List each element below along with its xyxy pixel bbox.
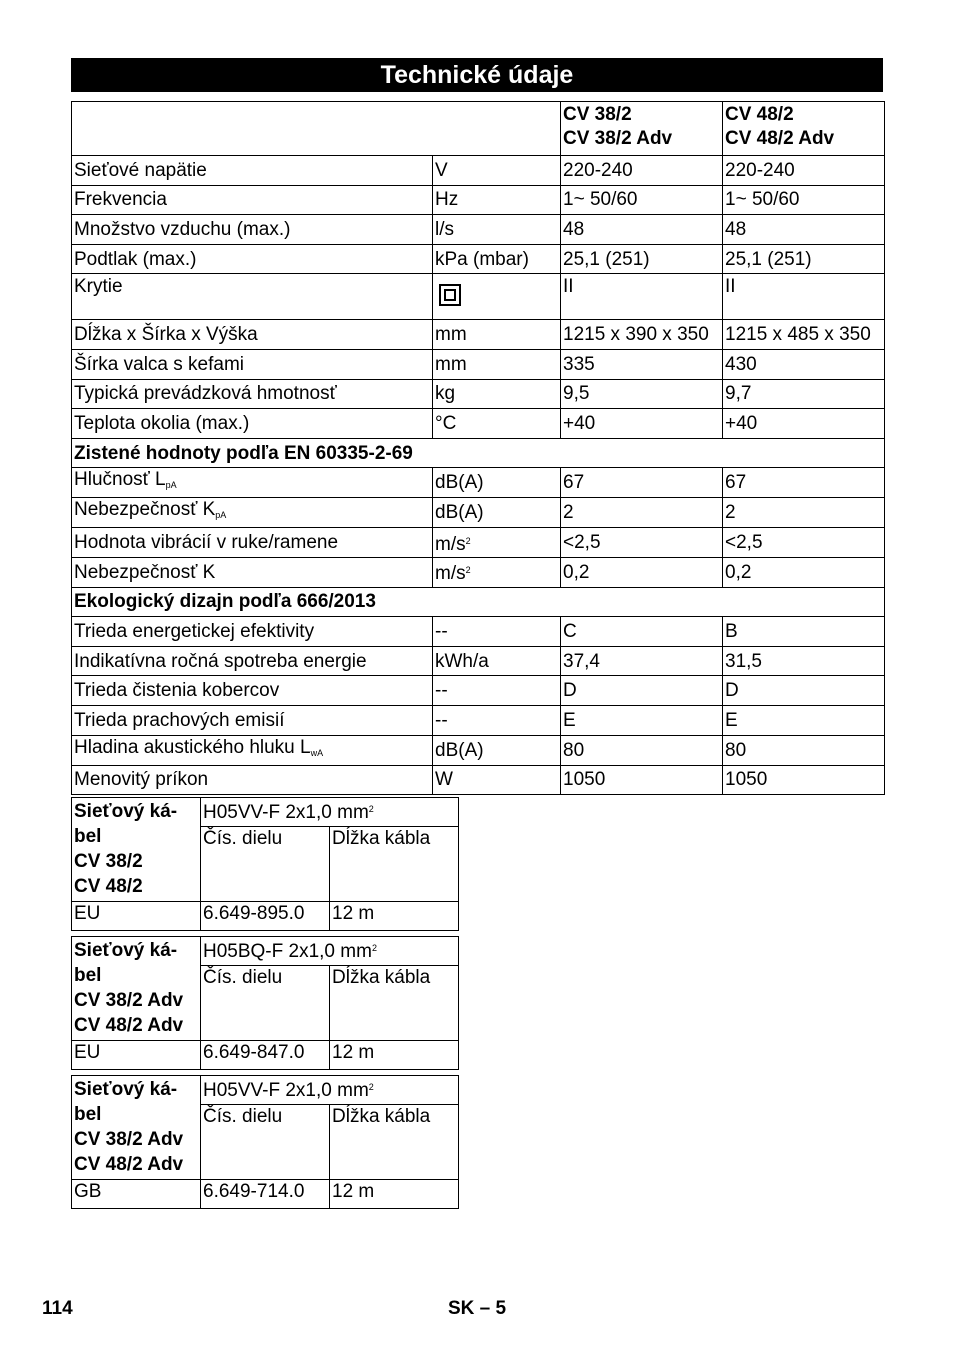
value-model-1: 9,5 — [561, 379, 723, 409]
row-unit — [433, 156, 561, 186]
value-model-2: 48 — [723, 215, 885, 245]
unit-text: -- — [435, 620, 448, 642]
technical-data-table — [71, 101, 885, 795]
label-subscript: wA — [310, 747, 324, 758]
cable-label-line: bel — [74, 826, 102, 847]
row-label — [72, 215, 433, 245]
cable-data-row — [72, 1041, 459, 1070]
cable-spec — [201, 1076, 459, 1105]
cable-label-line: CV 48/2 Adv — [74, 1015, 184, 1036]
value-model-1: 48 — [561, 215, 723, 245]
unit-text: °C — [435, 412, 457, 434]
unit-text: kPa (mbar) — [435, 248, 529, 270]
cable-spec-row — [72, 937, 459, 966]
cable-label — [72, 798, 201, 902]
unit-text: m/s — [435, 563, 466, 585]
unit-text: mm — [435, 353, 467, 375]
table-row — [72, 735, 885, 765]
label-text: Dĺžka x Šírka x Výška — [74, 324, 258, 346]
cable-length: 12 m — [330, 1180, 459, 1209]
table-row — [72, 409, 885, 439]
unit-text: kWh/a — [435, 650, 489, 672]
cable-spec-text: H05VV-F 2x1,0 mm — [203, 1080, 369, 1101]
row-unit — [433, 349, 561, 379]
label-text: Hlučnosť L — [74, 469, 166, 491]
row-label — [72, 379, 433, 409]
cable-label-line: Sieťový ká- — [74, 940, 178, 961]
value-model-1: II — [561, 274, 723, 320]
label-text: Šírka valca s kefami — [74, 353, 244, 375]
value-model-2: 31,5 — [723, 646, 885, 676]
unit-text: dB(A) — [435, 739, 484, 761]
table-row — [72, 274, 885, 320]
header-empty-cell — [72, 102, 561, 156]
value-model-1: 80 — [561, 735, 723, 765]
row-unit — [433, 379, 561, 409]
row-unit — [433, 528, 561, 558]
cable-region: GB — [72, 1180, 201, 1209]
power-cable-table — [71, 797, 459, 931]
row-unit — [433, 705, 561, 735]
row-label — [72, 156, 433, 186]
value-model-2: 1~ 50/60 — [723, 185, 885, 215]
label-text: Trieda energetickej efektivity — [74, 620, 315, 642]
cable-label-line: bel — [74, 965, 102, 986]
value-model-1: 220-240 — [561, 156, 723, 186]
label-text: Množstvo vzduchu (max.) — [74, 218, 291, 240]
label-text: Menovitý príkon — [74, 769, 209, 791]
table-row — [72, 379, 885, 409]
row-unit — [433, 244, 561, 274]
label-text: Podtlak (max.) — [74, 248, 197, 270]
unit-text: -- — [435, 680, 448, 702]
cable-spec — [201, 798, 459, 827]
row-unit — [433, 320, 561, 350]
label-text: Trieda čistenia kobercov — [74, 680, 280, 702]
page-number: 114 — [42, 1298, 73, 1319]
cable-length-header: Dĺžka kábla — [330, 966, 459, 1041]
value-model-2: <2,5 — [723, 528, 885, 558]
label-text: Hodnota vibrácií v ruke/ramene — [74, 532, 339, 554]
row-unit — [433, 765, 561, 795]
language-section-marker: SK – 5 — [448, 1298, 507, 1319]
cable-label-line: CV 48/2 — [74, 876, 143, 897]
table-row — [72, 498, 885, 528]
cable-spec-row — [72, 798, 459, 827]
unit-text: dB(A) — [435, 502, 484, 524]
row-label — [72, 735, 433, 765]
label-subscript: pA — [165, 480, 177, 491]
row-unit — [433, 468, 561, 498]
value-model-2: D — [723, 676, 885, 706]
unit-superscript: 2 — [465, 535, 471, 546]
model-name: CV 48/2 Adv — [725, 128, 835, 149]
label-text: Typická prevádzková hmotnosť — [74, 383, 337, 405]
row-label — [72, 274, 433, 320]
row-label — [72, 646, 433, 676]
table-row — [72, 156, 885, 186]
value-model-1: C — [561, 617, 723, 647]
unit-superscript: 2 — [465, 565, 471, 576]
cable-length-header: Dĺžka kábla — [330, 827, 459, 902]
cable-spec-superscript: 2 — [368, 1082, 374, 1092]
unit-text: V — [435, 159, 448, 181]
cable-part-number: 6.649-895.0 — [201, 902, 330, 931]
table-row — [72, 528, 885, 558]
table-row — [72, 765, 885, 795]
cable-label-line: CV 48/2 Adv — [74, 1154, 184, 1175]
value-model-1: 1~ 50/60 — [561, 185, 723, 215]
cable-spec-text: H05VV-F 2x1,0 mm — [203, 802, 369, 823]
part-number-header: Čís. dielu — [201, 966, 330, 1041]
table-row — [72, 468, 885, 498]
unit-text: Hz — [435, 189, 459, 211]
row-label — [72, 185, 433, 215]
cable-spec-text: H05BQ-F 2x1,0 mm — [203, 941, 372, 962]
model-header-1 — [561, 102, 723, 156]
cable-spec — [201, 937, 459, 966]
row-unit — [433, 409, 561, 439]
row-unit — [433, 646, 561, 676]
value-model-1: D — [561, 676, 723, 706]
label-text: Frekvencia — [74, 189, 167, 211]
cable-part-number: 6.649-714.0 — [201, 1180, 330, 1209]
label-text: Indikatívna ročná spotreba energie — [74, 650, 367, 672]
cable-spec-row — [72, 1076, 459, 1105]
section-header-row — [72, 438, 885, 468]
power-cable-table — [71, 1075, 459, 1209]
table-row — [72, 676, 885, 706]
row-label — [72, 676, 433, 706]
double-insulation-icon — [439, 284, 461, 306]
unit-text: mm — [435, 324, 467, 346]
row-label — [72, 765, 433, 795]
row-unit — [433, 676, 561, 706]
table-row — [72, 557, 885, 587]
cable-data-row — [72, 1180, 459, 1209]
table-row — [72, 349, 885, 379]
row-unit — [433, 498, 561, 528]
model-name: CV 38/2 — [563, 104, 632, 125]
model-name: CV 38/2 Adv — [563, 128, 673, 149]
row-label — [72, 320, 433, 350]
cable-region: EU — [72, 1041, 201, 1070]
unit-text: dB(A) — [435, 472, 484, 494]
section-title: Zistené hodnoty podľa EN 60335-2-69 — [72, 438, 885, 468]
cable-label — [72, 937, 201, 1041]
value-model-2: 220-240 — [723, 156, 885, 186]
row-label — [72, 468, 433, 498]
row-unit — [433, 185, 561, 215]
row-label — [72, 498, 433, 528]
value-model-1: <2,5 — [561, 528, 723, 558]
label-text: Krytie — [74, 276, 123, 298]
table-row — [72, 185, 885, 215]
part-number-header: Čís. dielu — [201, 827, 330, 902]
row-label — [72, 349, 433, 379]
value-model-2: 67 — [723, 468, 885, 498]
cable-data-row — [72, 902, 459, 931]
label-text: Teplota okolia (max.) — [74, 412, 250, 434]
value-model-2: E — [723, 705, 885, 735]
label-text: Hladina akustického hluku L — [74, 736, 311, 758]
unit-text: l/s — [435, 218, 454, 240]
value-model-2: 1215 x 485 x 350 — [723, 320, 885, 350]
section-title: Ekologický dizajn podľa 666/2013 — [72, 587, 885, 617]
unit-text: W — [435, 769, 453, 791]
cable-part-number: 6.649-847.0 — [201, 1041, 330, 1070]
cable-length-header: Dĺžka kábla — [330, 1105, 459, 1180]
value-model-1: 1215 x 390 x 350 — [561, 320, 723, 350]
value-model-1: 37,4 — [561, 646, 723, 676]
part-number-header: Čís. dielu — [201, 1105, 330, 1180]
row-label — [72, 557, 433, 587]
cable-spec-superscript: 2 — [368, 804, 374, 814]
cable-length: 12 m — [330, 1041, 459, 1070]
unit-text: m/s — [435, 533, 466, 555]
table-row — [72, 646, 885, 676]
row-label — [72, 244, 433, 274]
row-unit — [433, 215, 561, 245]
value-model-1: 0,2 — [561, 557, 723, 587]
table-row — [72, 244, 885, 274]
value-model-2: 430 — [723, 349, 885, 379]
row-unit — [433, 557, 561, 587]
value-model-2: II — [723, 274, 885, 320]
value-model-2: 9,7 — [723, 379, 885, 409]
value-model-1: 1050 — [561, 765, 723, 795]
value-model-1: 2 — [561, 498, 723, 528]
model-name: CV 48/2 — [725, 104, 794, 125]
cable-label-line: bel — [74, 1104, 102, 1125]
cable-label-line: CV 38/2 — [74, 851, 143, 872]
label-text: Sieťové napätie — [74, 159, 207, 181]
unit-text: -- — [435, 709, 448, 731]
cable-label-line: Sieťový ká- — [74, 1079, 178, 1100]
cable-spec-superscript: 2 — [371, 943, 377, 953]
value-model-1: 335 — [561, 349, 723, 379]
value-model-2: B — [723, 617, 885, 647]
table-row — [72, 215, 885, 245]
power-cable-table — [71, 936, 459, 1070]
row-label — [72, 409, 433, 439]
value-model-1: 67 — [561, 468, 723, 498]
label-text: Trieda prachových emisií — [74, 709, 285, 731]
unit-text: kg — [435, 383, 456, 405]
table-row — [72, 320, 885, 350]
value-model-2: 25,1 (251) — [723, 244, 885, 274]
cable-label-line: CV 38/2 Adv — [74, 990, 184, 1011]
model-header-2 — [723, 102, 885, 156]
table-row — [72, 705, 885, 735]
cable-region: EU — [72, 902, 201, 931]
cable-label-line: Sieťový ká- — [74, 801, 178, 822]
label-subscript: pA — [215, 510, 227, 521]
value-model-1: +40 — [561, 409, 723, 439]
value-model-1: E — [561, 705, 723, 735]
cable-length: 12 m — [330, 902, 459, 931]
value-model-1: 25,1 (251) — [561, 244, 723, 274]
label-text: Nebezpečnosť K — [74, 499, 216, 521]
label-text: Nebezpečnosť K — [74, 561, 216, 583]
row-label — [72, 617, 433, 647]
value-model-2: +40 — [723, 409, 885, 439]
table-row — [72, 617, 885, 647]
value-model-2: 80 — [723, 735, 885, 765]
cable-label-line: CV 38/2 Adv — [74, 1129, 184, 1150]
section-header-row — [72, 587, 885, 617]
row-unit — [433, 735, 561, 765]
page-title: Technické údaje — [71, 58, 883, 92]
row-label — [72, 705, 433, 735]
value-model-2: 1050 — [723, 765, 885, 795]
row-label — [72, 528, 433, 558]
row-unit — [433, 617, 561, 647]
row-unit — [433, 274, 561, 320]
value-model-2: 0,2 — [723, 557, 885, 587]
value-model-2: 2 — [723, 498, 885, 528]
header-row — [72, 102, 885, 156]
cable-label — [72, 1076, 201, 1180]
